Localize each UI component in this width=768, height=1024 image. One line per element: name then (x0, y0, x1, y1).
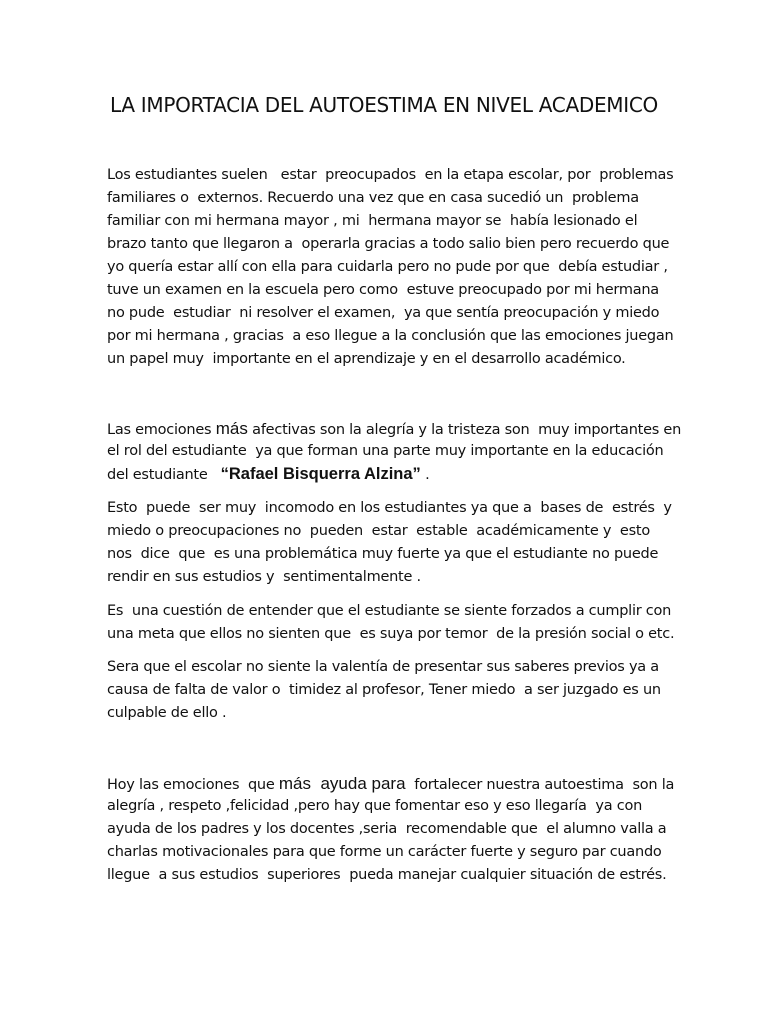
paragraph-line: un papel muy importante en el aprendizaje y en el desarrollo académico. (107, 351, 626, 367)
paragraph-line: por mi hermana , gracias a eso llegue a la conclusión que las emociones juegan (107, 328, 674, 344)
paragraph-line: llegue a sus estudios superiores pueda manejar cualquier situación de estrés. (107, 867, 667, 883)
paragraph-line: yo quería estar allí con ella para cuidarla pero no pude por que debía estudiar , (107, 259, 668, 275)
paragraph-2 (107, 417, 682, 486)
emphasis-text: más (215, 419, 248, 438)
paragraph-line: charlas motivacionales para que forme un carácter fuerte y seguro par cuando (107, 844, 662, 860)
paragraph-line: Los estudiantes suelen estar preocupados en la etapa escolar, por problemas (107, 167, 674, 183)
text-run: Las emociones (107, 422, 216, 438)
paragraph-line: Es una cuestión de entender que el estudiante se siente forzados a cumplir con (107, 603, 672, 619)
paragraph-line: miedo o preocupaciones no pueden estar estable académicamente y esto (107, 523, 650, 539)
text-run: Hoy las emociones que (107, 777, 279, 793)
paragraph-3 (107, 497, 672, 589)
paragraph-line (107, 417, 682, 440)
paragraph-line: una meta que ellos no sienten que es suya por temor de la presión social o etc. (107, 626, 675, 642)
paragraph-line: Sera que el escolar no siente la valentía de presentar sus saberes previos ya a (107, 659, 659, 675)
paragraph-line (107, 772, 675, 795)
document-title: LA IMPORTACIA DEL AUTOESTIMA EN NIVEL ACADEMICO (110, 93, 658, 117)
paragraph-line: alegría , respeto ,felicidad ,pero hay que fomentar eso y eso llegaría ya con (107, 798, 643, 814)
emphasis-text: más ayuda para (278, 774, 406, 793)
paragraph-line: no pude estudiar ni resolver el examen, ya que sentía preocupación y miedo (107, 305, 660, 321)
paragraph-1 (107, 164, 674, 371)
paragraph-line: familiar con mi hermana mayor , mi hermana mayor se había lesionado el (107, 213, 638, 229)
paragraph-line: el rol del estudiante ya que forman una parte muy importante en la educación (107, 443, 664, 459)
paragraph-line: Esto puede ser muy incomodo en los estudiantes ya que a bases de estrés y (107, 500, 672, 516)
text-run: fortalecer nuestra autoestima son la (405, 777, 675, 793)
paragraph-line: tuve un examen en la escuela pero como estuve preocupado por mi hermana (107, 282, 659, 298)
text-run: . (420, 467, 430, 483)
paragraph-line: brazo tanto que llegaron a operarla gracias a todo salio bien pero recuerdo que (107, 236, 670, 252)
paragraph-line: nos dice que es una problemática muy fuerte ya que el estudiante no puede (107, 546, 659, 562)
paragraph-5 (107, 656, 667, 725)
paragraph-line: ayuda de los padres y los docentes ,seria recomendable que el alumno valla a (107, 821, 667, 837)
paragraph-6 (107, 772, 675, 887)
paragraph-line: familiares o externos. Recuerdo una vez que en casa sucedió un problema (107, 190, 639, 206)
author-citation: “Rafael Bisquerra Alzina” (220, 465, 421, 483)
paragraph-line: rendir en sus estudios y sentimentalmente . (107, 569, 421, 585)
paragraph-line (107, 463, 667, 486)
paragraph-line: causa de falta de valor o timidez al profesor, Tener miedo a ser juzgado es un (107, 682, 661, 698)
paragraph-4 (107, 600, 675, 646)
text-run: afectivas son la alegría y la tristeza son muy importantes en (247, 422, 682, 438)
paragraph-line: culpable de ello . (107, 705, 227, 721)
text-run: del estudiante (107, 467, 221, 483)
